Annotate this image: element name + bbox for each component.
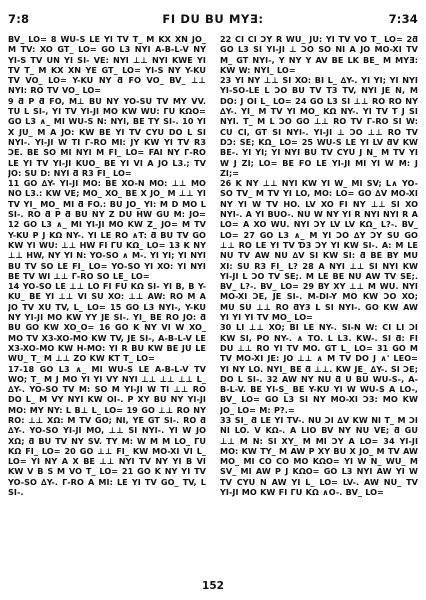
paragraph: 30 LI ⊥⊥ XO; BI LE NY-. SI-N W: CI LI ƆI KW SI, PO NY-. ∧ TO. L L3. KW-. SI ƌ: FI DU ⊥⊥ RO YI TV MO. GT L_ LO= 31 GO M TV MO-XI JE: JO ⊥⊥ ∧ M TV DO J ∧' LEO= YI NY LO. NYI_ BE ƌ ⊥⊥. KW JE_ ∆Y-. SI ƆE; DO L SI-. 32 AW NY NU ƌ U BU WU-S-, A-B-L-V. BE YI-S_ BE Y-KU YI W WU-S A LO-, BV_ LO= GO L3 SI NY MO-XI Ɔ3: MO KW JO_ LO= M: P?.= bbox=[220, 322, 418, 415]
paragraph: 9 ƌ P ƌ FO, M⊥ BU NY YO-SU TV MY VV. TU L SI-, YI TV YI-JI MO KW WU: ΓU KΩO= GO L3 ∧_ MI WU-S N: NYI, BE TY SI-. 10 YI X JU_ M A JO: KW BE YI TV CYU DO L SI NYI-. YI-JI W TI Γ-RO MI: JY KW YI TV R3 ƆE. BE SO MI NYI M FI_ LO= FAI NY Γ-RO LE YI TV YI-JI KUO_ BE YI VI A JO L3.; TV JO: SU D: NYI ƌ R3 FI_ LO= bbox=[8, 95, 206, 178]
chapter-verse-end: 7:34 bbox=[388, 12, 418, 26]
book-title: FI DU BU MYƎ: bbox=[162, 12, 264, 26]
left-column bbox=[8, 34, 206, 574]
text-columns bbox=[8, 34, 418, 574]
paragraph: BV_ LO= 8 WU-S LE YI TV T_ M KX XN JO_ M TV: XO GT_ LO= GO L3 NYI A-B-L-V NY YI-S TV UN YI SI- VE: NYI ⊥⊥ NYI KWE YI TV T_ M KX XN YE GT_ LO= YI-S NY Y-KU TV VO_ LO= Y-KU NY ƌ FO VO_ BV_ ⊥⊥ NYI: RO TV VO_ LO= bbox=[8, 34, 206, 96]
paragraph: 23 YI NY ⊥⊥ SI XO: BI L_ ∆Y-. YI YI; YI NYI YI-SO-LE L ƆO BU TV T3 TV, NYI JE N, M DO: J OI L_ LO= 24 GO L3 SI ⊥⊥ RO RO NY ∆Y-. YI_ M TV YI MO_ KΩ NY-. YI TV T J SI NYI. T_ M L ƆO GO ⊥⊥ RO TV Γ-RO SI W: CU CI, GT SI NYI-. YI-JI ⊥ ƆO ⊥⊥ RO TV DƆ: SE; KΩ_ LO= 25 WU-S LE YI LV ƌV KW BE-. YI YI; YI NYI BU TV CYU J N_ M TV YI W J ZI; LO= BE FO LE YI-JI MI YI W M: J ZI;= bbox=[220, 75, 418, 178]
paragraph: 11 GO ∆Y- YI-JI MO: BE XO-N MO: ⊥⊥ MO NO L3.: KW VE; MO_ XO_ BE X JO_ M ⊥⊥ YI TV YI_ MO_ MI ƌ FO.: BU JO_ YI: M D MO L SI-. RO ƌ P ƌ BU NY Z DU HW GU M: JO= 12 GO L3 ∧_ MI YI-JI MO KW Z_ JO= M TV Y-KU P J KΩ NY-. YI LE RO ∧T: ƌ BU TV GO KW YI WU: ⊥⊥ HW FI ΓU KΩ_ LO= 13 K NY ⊥⊥ HW, NY YI N: YO-SO ∧ M-. YI YI; YI NYI BU TV SO LE FI_ LO= YO-SO YI XO: YI NYI BE TV WI ⊥⊥ Γ-RO SO LE_ LO= bbox=[8, 178, 206, 281]
page-number: 152 bbox=[202, 580, 224, 592]
running-header bbox=[8, 12, 418, 28]
paragraph: 33 SI_ ƌ LE YI TV-. NU ƆI ∆V KW NI T_ M ƆI NI LO. V KΩ-. A LIO BV NY NU VE; ƌ GU ⊥⊥ M N: SI XY_ M MI ƆY A LO= 34 YI-JI MO: KW TY_ M AW P XY BU X JO_ M TV AW MO_ MI CO CO MO KΩO= YI W N_ WU_ M SV_ MI AW P J KΩO= GO L3 NYI AW YI W TV CYU N AW YI L_ LO= LV-. AW NU_ TV YI-JI MO KW FI ΓU KΩ ∧O-. BV_ LO= bbox=[220, 414, 418, 498]
chapter-verse-start: 7:8 bbox=[8, 12, 30, 26]
paragraph: 14 YO-SO LE ⊥⊥ LO FI FU KΩ SI- YI B, B Y-KU_ BE YI ⊥⊥ VI SU XO: ⊥⊥ AW: RO M A JO TV XU TV, L_ LO= 15 GO L3 NYI-, Y-KU NY YI-JI MO KW YY JE SI-. YI_ BE RO JO: ƌ BU GO KW XO_O= 16 GO K NY VI W XO_ MO TV X3-XO-MO KW TV, JE SI-, A-B-L-V LE X3-XO-MO KW H-MO: YI R BU KW BE JU LE WU_ T_ M ⊥⊥ ZO KW KT T_ LO= bbox=[8, 281, 206, 364]
paragraph: 17-18 GO L3 ∧_ MI WU-S LE A-B-L-V TV WO; T_ M J MO YI YI VY NYI ⊥⊥ ⊥⊥ ⊥⊥ L_ ∆Y-. YO-SO TV M: SO M YI-JI W TI ⊥⊥ RO DO L_ M VY NYI KW OI-. P XY BU NY YI-JI MO: MY NY: L B⊥ L_ LO= 19 GO ⊥⊥ RO NY RO: ⊥⊥ XΩ: M TV GO; NI, YE GT SI-. RO ƌ ∆Y-. YO-SO YI-JI MO, ⊥⊥ SI NYI-. YI W JO XΩ; ƌ BU TV NY SV. TY M: W M M LO_ ΓU KΩ FI_ LO= 20 GO ⊥⊥ FI_ KW MO-XI VI L_ LO= YI NY A X BE ⊥⊥ NYI TV NY YI B VI KW V B S M VO T_ LO= 21 GO K NY YI TV YO-SO ∆Y-. Γ-RO A MI: LE YI TV GO_ TV, L SI-. bbox=[8, 363, 206, 498]
paragraph: 26 K NY ⊥⊥ NYI KW YI W_ MI SV; L∧ YO-SO TV_ M TV YI LO, MO: LO= GO ∆V MO-XI NY YI W TV HO. LV XO FI NY ⊥⊥ SI XO NYI-. A YI BUO-. NU W NY YI R NYI NYI R A LO= A XO WU. NYI ƆY LV LV KΩ_ L?-. BV_ LO= 27 GO L3 ∧_ M YI ƆO ∆Y ƆY SU GO ⊥⊥ RO LE YI TV Ɗ3 ƆY YI KW SI-. A: M LE NU TV AW NU ∆V SI KW SI: ƌ BE BY MU XI: SU R3 FI_ L? 28 A NYI ⊥⊥ SI NYI KW YI-JI L ƆO TV SE;. M LE BE NU AW TV SE;. BV_ L?-. BV_ LO= 29 BY XY ⊥⊥ M WU. NYI MO-XI ƆE, JE SI-. M-DI-Y MO KW ƆO XO; MU SU ⊥⊥ RO ƌY3 L SI NYI-. GO KW AW YI YI YI TV MO_ LO= bbox=[220, 178, 418, 323]
paragraph: 22 CI CI ƆY R WU_ JU: YI TV VO T_ LO= 2ƌ GO L3 SI YI-JI ⊥ ƆO SO NI A JO MO-XI TV M_ GT NYI-, Y NY Y AV BE LK BE_ M MYƎ: KW W: NYI_ LO= bbox=[220, 34, 418, 75]
right-column bbox=[220, 34, 418, 574]
